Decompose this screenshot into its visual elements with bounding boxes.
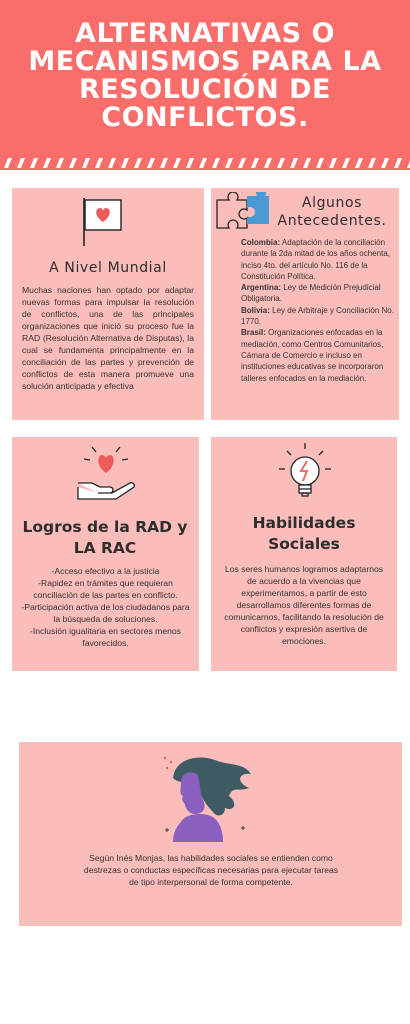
logros-heading: Logros de la RAD y LA RAC	[22, 518, 188, 557]
card-antecedentes	[211, 188, 399, 420]
card-quote	[19, 742, 402, 926]
woman-portrait-icon	[159, 752, 259, 844]
logros-list	[18, 565, 193, 649]
antecedente-item-bolivia: Bolivia: Ley de Arbitraje y Conciliación No. 1770.	[241, 305, 394, 327]
card-habilidades	[211, 437, 397, 671]
antecedente-item-brasil: Brasil: Organizaciones enfocadas en la mediación, como Centros Comunitarios, Cámara de Comercio e incluso en instituciones educativas se incorporaron talleres enfocados en la mediación.	[241, 328, 384, 383]
stripe-divider	[0, 156, 410, 170]
antecedente-item-colombia: Colombia: Adaptación de la conciliación durante la 2da mitad de los años ochenta, inciso 4to. del artículo No. 116 de la Constitución Política.	[241, 238, 390, 281]
mundial-text: Muchas naciones han optado por adaptar nuevas formas para impulsar la resolución de conflictos, una de las principales organizaciones que inició su proceso fue la RAD (Resolución Alternativa de Disputas), la cual se fundamenta principalmente en la conciliación de las partes y prevención de conflictos de esta manera promueve una solución anticipada y efectiva	[22, 285, 194, 391]
logro-item: -Participación activa de los ciudadanos para la búsqueda de soluciones.	[21, 602, 190, 624]
header-banner	[0, 0, 410, 170]
antecedente-item-argentina: Argentina: Ley de Medición Prejudicial Obligatoria.	[241, 283, 381, 304]
flag-heart-icon	[80, 196, 128, 248]
card-logros	[12, 437, 199, 671]
card-mundial	[12, 188, 204, 420]
mundial-heading: A Nivel Mundial	[49, 260, 167, 276]
quote-text: Según Inés Monjas, las habilidades sociales se entienden como destrezas o conductas específicas necesarias para ejecutar tareas de tipo interpersonal de forma competente.	[83, 853, 339, 887]
antecedentes-list	[241, 237, 397, 384]
puzzle-icon	[213, 192, 271, 232]
habilidades-heading: Habilidades Sociales	[252, 514, 356, 553]
page-title: ALTERNATIVAS O MECANISMOS PARA LA RESOLUCIÓN DE CONFLICTOS.	[28, 18, 382, 133]
logro-item: -Inclusión igualitaria en sectores menos favorecidos.	[30, 626, 181, 648]
hand-heart-icon	[72, 443, 140, 503]
habilidades-text: Los seres humanos logramos adaptarnos de acuerdo a la vivencias que experimentamos, a partir de esto desarrollamos diferentes formas de comunicarnos, facilitando la resolución de conflictos y expresión asertiva de emociones.	[224, 564, 384, 646]
logro-item: -Rapidez en trámites que requieran conciliación de las partes en conflicto.	[33, 578, 178, 600]
antecedentes-heading: Algunos Antecedentes.	[277, 195, 387, 229]
logro-item: -Acceso efectivo a la justicia	[51, 566, 160, 576]
lightbulb-icon	[275, 441, 335, 503]
